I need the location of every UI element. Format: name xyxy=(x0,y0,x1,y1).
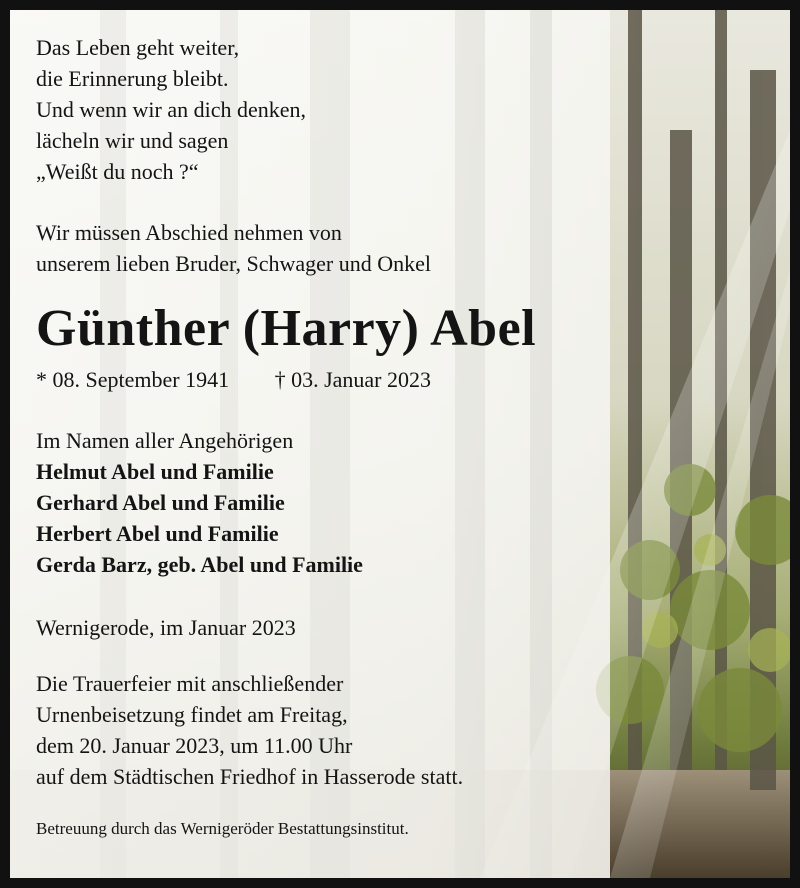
mourner-family: Gerhard Abel und Familie xyxy=(36,490,285,515)
poem-line: lächeln wir und sagen xyxy=(36,128,229,153)
place-and-date: Wernigerode, im Januar 2023 xyxy=(36,615,296,640)
mourner-family: Herbert Abel und Familie xyxy=(36,521,279,546)
announcement xyxy=(36,217,616,279)
funeral-line: Die Trauerfeier mit anschließender xyxy=(36,671,344,696)
funeral-line: auf dem Städtischen Friedhof in Hasserode statt. xyxy=(36,764,464,789)
poem-line: „Weißt du noch ?“ xyxy=(36,159,199,184)
undertaker-note: Betreuung durch das Wernigeröder Bestattungsinstitut. xyxy=(36,819,409,838)
mourners-heading: Im Namen aller Angehörigen xyxy=(36,428,294,453)
announcement-line: Wir müssen Abschied nehmen von xyxy=(36,220,342,245)
notice-text xyxy=(36,32,616,841)
life-dates xyxy=(36,365,616,395)
poem-line: Und wenn wir an dich denken, xyxy=(36,97,307,122)
mourner-family: Helmut Abel und Familie xyxy=(36,459,274,484)
poem-line: Das Leben geht weiter, xyxy=(36,35,240,60)
birth-date: * 08. September 1941 xyxy=(36,367,230,392)
mourners xyxy=(36,425,616,580)
funeral-line: dem 20. Januar 2023, um 11.00 Uhr xyxy=(36,733,353,758)
death-date: † 03. Januar 2023 xyxy=(274,367,432,392)
deceased-name: Günther (Harry) Abel xyxy=(36,300,537,357)
poem xyxy=(36,32,616,187)
announcement-line: unserem lieben Bruder, Schwager und Onkel xyxy=(36,251,432,276)
notice-panel xyxy=(10,10,790,878)
mourner-family: Gerda Barz, geb. Abel und Familie xyxy=(36,552,363,577)
funeral-details xyxy=(36,668,616,792)
poem-line: die Erinnerung bleibt. xyxy=(36,66,229,91)
funeral-line: Urnenbeisetzung findet am Freitag, xyxy=(36,702,348,727)
